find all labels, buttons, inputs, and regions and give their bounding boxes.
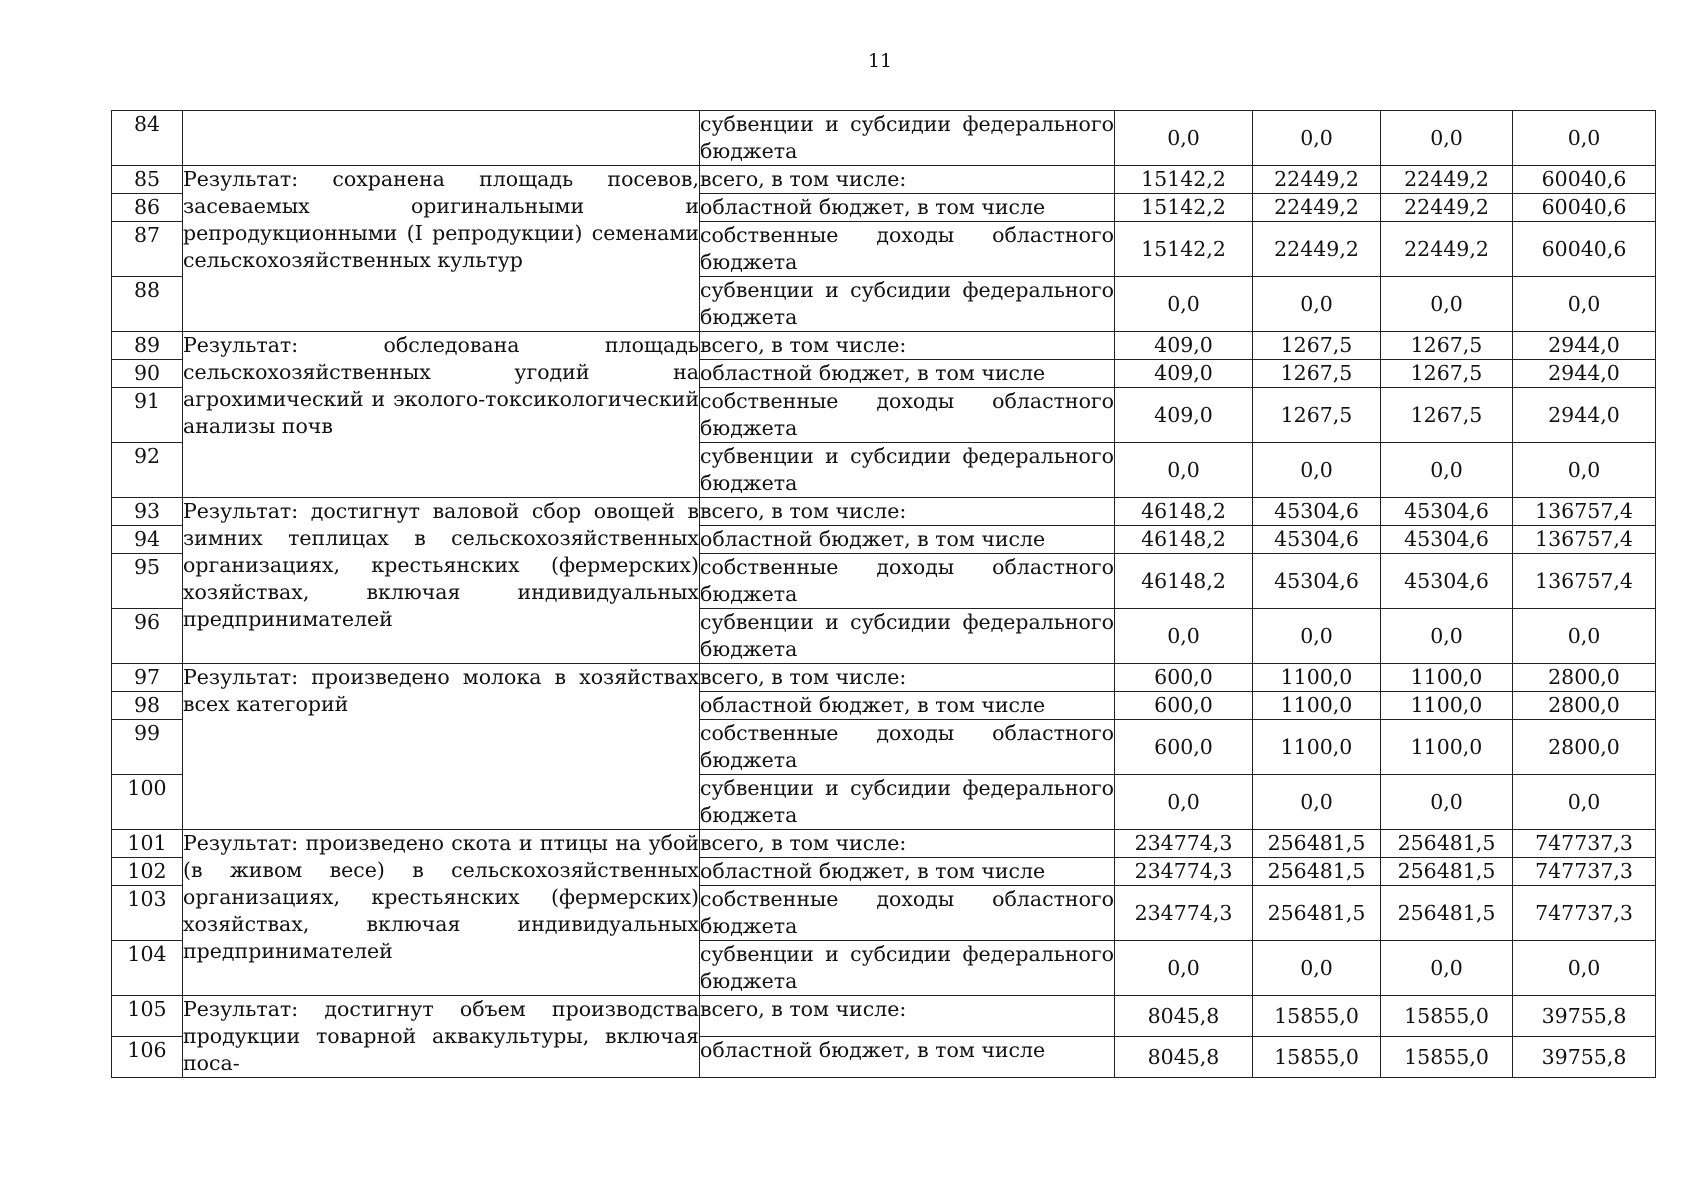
amount-cell: 15142,2 — [1115, 194, 1253, 222]
funding-source-word: областного — [992, 389, 1114, 413]
amount-cell: 1100,0 — [1381, 664, 1513, 692]
amount-cell: 409,0 — [1115, 388, 1253, 443]
amount-cell: 15142,2 — [1115, 222, 1253, 277]
result-description: Результат: достигнут валовой сбор овощей в зимних теплицах в сельскохозяйственных организациях, крестьянских (фермерских) хозяйствах, включая индивидуальных предпринимателей — [183, 498, 700, 664]
budget-table-body — [112, 111, 1656, 1078]
amount-cell: 39755,8 — [1513, 1037, 1656, 1078]
amount-cell: 0,0 — [1253, 443, 1381, 498]
row-number: 100 — [112, 775, 183, 830]
amount-cell: 2800,0 — [1513, 664, 1656, 692]
row-number: 103 — [112, 886, 183, 941]
amount-cell: 60040,6 — [1513, 194, 1656, 222]
funding-source-word: областного — [992, 223, 1114, 247]
amount-cell: 2944,0 — [1513, 388, 1656, 443]
amount-cell: 747737,3 — [1513, 830, 1656, 858]
amount-cell: 0,0 — [1253, 277, 1381, 332]
amount-cell: 0,0 — [1381, 443, 1513, 498]
funding-source-word: областного — [992, 887, 1114, 911]
budget-table — [111, 110, 1656, 1078]
amount-cell: 1100,0 — [1253, 664, 1381, 692]
table-row — [112, 664, 1656, 692]
funding-source — [700, 886, 1115, 941]
amount-cell: 22449,2 — [1253, 166, 1381, 194]
amount-cell: 0,0 — [1513, 609, 1656, 664]
amount-cell: 234774,3 — [1115, 830, 1253, 858]
row-number: 106 — [112, 1037, 183, 1078]
amount-cell: 45304,6 — [1381, 526, 1513, 554]
funding-source: областной бюджет, в том числе — [700, 194, 1115, 222]
amount-cell: 45304,6 — [1253, 498, 1381, 526]
amount-cell: 0,0 — [1253, 941, 1381, 996]
amount-cell: 0,0 — [1115, 443, 1253, 498]
amount-cell: 256481,5 — [1381, 886, 1513, 941]
funding-source-line — [700, 554, 1114, 581]
amount-cell: 0,0 — [1115, 609, 1253, 664]
funding-source: областной бюджет, в том числе — [700, 360, 1115, 388]
row-number: 95 — [112, 554, 183, 609]
funding-source-word: собственные — [700, 721, 839, 745]
row-number: 104 — [112, 941, 183, 996]
funding-source: всего, в том числе: — [700, 332, 1115, 360]
row-number: 93 — [112, 498, 183, 526]
row-number: 87 — [112, 222, 183, 277]
funding-source — [700, 941, 1115, 996]
table-row — [112, 111, 1656, 166]
amount-cell: 234774,3 — [1115, 858, 1253, 886]
amount-cell: 1100,0 — [1381, 692, 1513, 720]
amount-cell: 747737,3 — [1513, 858, 1656, 886]
funding-source-line: субвенции и субсидии федерального — [700, 278, 1114, 302]
funding-source: всего, в том числе: — [700, 166, 1115, 194]
amount-cell: 0,0 — [1513, 941, 1656, 996]
amount-cell: 0,0 — [1513, 111, 1656, 166]
amount-cell: 1267,5 — [1253, 332, 1381, 360]
funding-source — [700, 388, 1115, 443]
result-description: Результат: достигнут объем производства продукции товарной аквакультуры, включая поса- — [183, 996, 700, 1078]
amount-cell: 15855,0 — [1381, 996, 1513, 1037]
amount-cell: 15855,0 — [1381, 1037, 1513, 1078]
funding-source-line: бюджета — [700, 748, 798, 772]
amount-cell: 256481,5 — [1381, 830, 1513, 858]
amount-cell: 22449,2 — [1253, 194, 1381, 222]
amount-cell: 409,0 — [1115, 360, 1253, 388]
row-number: 99 — [112, 720, 183, 775]
funding-source-line: субвенции и субсидии федерального — [700, 942, 1114, 966]
amount-cell: 0,0 — [1513, 277, 1656, 332]
amount-cell: 45304,6 — [1381, 498, 1513, 526]
row-number: 101 — [112, 830, 183, 858]
funding-source-line: бюджета — [700, 305, 798, 329]
funding-source-line: бюджета — [700, 139, 798, 163]
amount-cell: 234774,3 — [1115, 886, 1253, 941]
row-number: 98 — [112, 692, 183, 720]
amount-cell: 46148,2 — [1115, 498, 1253, 526]
amount-cell: 600,0 — [1115, 692, 1253, 720]
funding-source-word: доходы — [876, 887, 955, 911]
amount-cell: 46148,2 — [1115, 554, 1253, 609]
funding-source-word: собственные — [700, 887, 839, 911]
row-number: 89 — [112, 332, 183, 360]
amount-cell: 2944,0 — [1513, 332, 1656, 360]
funding-source-line: бюджета — [700, 803, 798, 827]
amount-cell: 0,0 — [1381, 277, 1513, 332]
amount-cell: 0,0 — [1381, 111, 1513, 166]
amount-cell: 15855,0 — [1253, 996, 1381, 1037]
amount-cell: 0,0 — [1253, 111, 1381, 166]
funding-source-line: бюджета — [700, 416, 798, 440]
page-number: 11 — [867, 50, 893, 72]
funding-source — [700, 222, 1115, 277]
amount-cell: 2800,0 — [1513, 720, 1656, 775]
amount-cell: 8045,8 — [1115, 996, 1253, 1037]
amount-cell: 0,0 — [1381, 609, 1513, 664]
funding-source-word: собственные — [700, 223, 839, 247]
funding-source-word: доходы — [876, 223, 955, 247]
funding-source-word: доходы — [876, 555, 955, 579]
funding-source-word: собственные — [700, 389, 839, 413]
funding-source — [700, 775, 1115, 830]
amount-cell: 600,0 — [1115, 720, 1253, 775]
funding-source-line: бюджета — [700, 250, 798, 274]
funding-source-line — [700, 222, 1114, 249]
amount-cell: 0,0 — [1253, 609, 1381, 664]
funding-source-line: субвенции и субсидии федерального — [700, 444, 1114, 468]
row-number: 90 — [112, 360, 183, 388]
amount-cell: 60040,6 — [1513, 222, 1656, 277]
funding-source-line — [700, 388, 1114, 415]
funding-source-word: областного — [992, 721, 1114, 745]
amount-cell: 0,0 — [1381, 941, 1513, 996]
amount-cell: 45304,6 — [1253, 526, 1381, 554]
row-number: 92 — [112, 443, 183, 498]
amount-cell: 256481,5 — [1253, 830, 1381, 858]
amount-cell: 1267,5 — [1253, 388, 1381, 443]
funding-source — [700, 554, 1115, 609]
amount-cell: 256481,5 — [1381, 858, 1513, 886]
funding-source — [700, 720, 1115, 775]
amount-cell: 45304,6 — [1381, 554, 1513, 609]
funding-source — [700, 443, 1115, 498]
amount-cell: 8045,8 — [1115, 1037, 1253, 1078]
row-number: 97 — [112, 664, 183, 692]
amount-cell: 22449,2 — [1253, 222, 1381, 277]
amount-cell: 136757,4 — [1513, 526, 1656, 554]
funding-source-line: субвенции и субсидии федерального — [700, 776, 1114, 800]
amount-cell: 600,0 — [1115, 664, 1253, 692]
row-number: 96 — [112, 609, 183, 664]
funding-source: областной бюджет, в том числе — [700, 526, 1115, 554]
funding-source-line: субвенции и субсидии федерального — [700, 610, 1114, 634]
amount-cell: 0,0 — [1115, 775, 1253, 830]
row-number: 86 — [112, 194, 183, 222]
result-description: Результат: сохранена площадь посевов, засеваемых оригинальными и репродукционными (I репродукции) семенами сельскохозяйственных культур — [183, 166, 700, 332]
amount-cell: 2800,0 — [1513, 692, 1656, 720]
table-row — [112, 830, 1656, 858]
amount-cell: 45304,6 — [1253, 554, 1381, 609]
funding-source-word: собственные — [700, 555, 839, 579]
funding-source: областной бюджет, в том числе — [700, 692, 1115, 720]
funding-source — [700, 277, 1115, 332]
funding-source-line: бюджета — [700, 582, 798, 606]
result-description: Результат: произведено скота и птицы на убой (в живом весе) в сельскохозяйственных организациях, крестьянских (фермерских) хозяйствах, включая индивидуальных предпринимателей — [183, 830, 700, 996]
result-description: Результат: произведено молока в хозяйствах всех категорий — [183, 664, 700, 830]
table-row — [112, 498, 1656, 526]
table-row — [112, 166, 1656, 194]
amount-cell: 0,0 — [1115, 111, 1253, 166]
funding-source-line: бюджета — [700, 914, 798, 938]
amount-cell: 0,0 — [1115, 941, 1253, 996]
amount-cell: 22449,2 — [1381, 194, 1513, 222]
amount-cell: 46148,2 — [1115, 526, 1253, 554]
amount-cell: 1267,5 — [1381, 360, 1513, 388]
amount-cell: 15142,2 — [1115, 166, 1253, 194]
funding-source-word: областного — [992, 555, 1114, 579]
row-number: 91 — [112, 388, 183, 443]
amount-cell: 1267,5 — [1381, 388, 1513, 443]
amount-cell: 1100,0 — [1253, 720, 1381, 775]
funding-source: всего, в том числе: — [700, 996, 1115, 1037]
funding-source: всего, в том числе: — [700, 664, 1115, 692]
row-number: 88 — [112, 277, 183, 332]
funding-source — [700, 609, 1115, 664]
result-description — [183, 111, 700, 166]
amount-cell: 256481,5 — [1253, 886, 1381, 941]
row-number: 84 — [112, 111, 183, 166]
amount-cell: 15855,0 — [1253, 1037, 1381, 1078]
result-description: Результат: обследована площадь сельскохозяйственных угодий на агрохимический и эколого-токсикологический анализы почв — [183, 332, 700, 498]
amount-cell: 136757,4 — [1513, 498, 1656, 526]
amount-cell: 22449,2 — [1381, 222, 1513, 277]
amount-cell: 0,0 — [1253, 775, 1381, 830]
amount-cell: 1100,0 — [1253, 692, 1381, 720]
amount-cell: 1100,0 — [1381, 720, 1513, 775]
amount-cell: 1267,5 — [1253, 360, 1381, 388]
amount-cell: 0,0 — [1381, 775, 1513, 830]
funding-source: областной бюджет, в том числе — [700, 858, 1115, 886]
funding-source-word: доходы — [876, 721, 955, 745]
funding-source-line: бюджета — [700, 969, 798, 993]
funding-source — [700, 111, 1115, 166]
row-number: 102 — [112, 858, 183, 886]
row-number: 94 — [112, 526, 183, 554]
funding-source-line: бюджета — [700, 637, 798, 661]
funding-source: всего, в том числе: — [700, 498, 1115, 526]
table-row — [112, 332, 1656, 360]
amount-cell: 1267,5 — [1381, 332, 1513, 360]
table-row — [112, 996, 1656, 1037]
funding-source-line — [700, 720, 1114, 747]
amount-cell: 0,0 — [1513, 443, 1656, 498]
funding-source: областной бюджет, в том числе — [700, 1037, 1115, 1078]
funding-source: всего, в том числе: — [700, 830, 1115, 858]
amount-cell: 60040,6 — [1513, 166, 1656, 194]
funding-source-line: бюджета — [700, 471, 798, 495]
amount-cell: 0,0 — [1115, 277, 1253, 332]
funding-source-word: доходы — [876, 389, 955, 413]
funding-source-line: субвенции и субсидии федерального — [700, 112, 1114, 136]
amount-cell: 409,0 — [1115, 332, 1253, 360]
amount-cell: 256481,5 — [1253, 858, 1381, 886]
amount-cell: 136757,4 — [1513, 554, 1656, 609]
amount-cell: 22449,2 — [1381, 166, 1513, 194]
amount-cell: 0,0 — [1513, 775, 1656, 830]
amount-cell: 39755,8 — [1513, 996, 1656, 1037]
amount-cell: 747737,3 — [1513, 886, 1656, 941]
amount-cell: 2944,0 — [1513, 360, 1656, 388]
row-number: 85 — [112, 166, 183, 194]
row-number: 105 — [112, 996, 183, 1037]
funding-source-line — [700, 886, 1114, 913]
